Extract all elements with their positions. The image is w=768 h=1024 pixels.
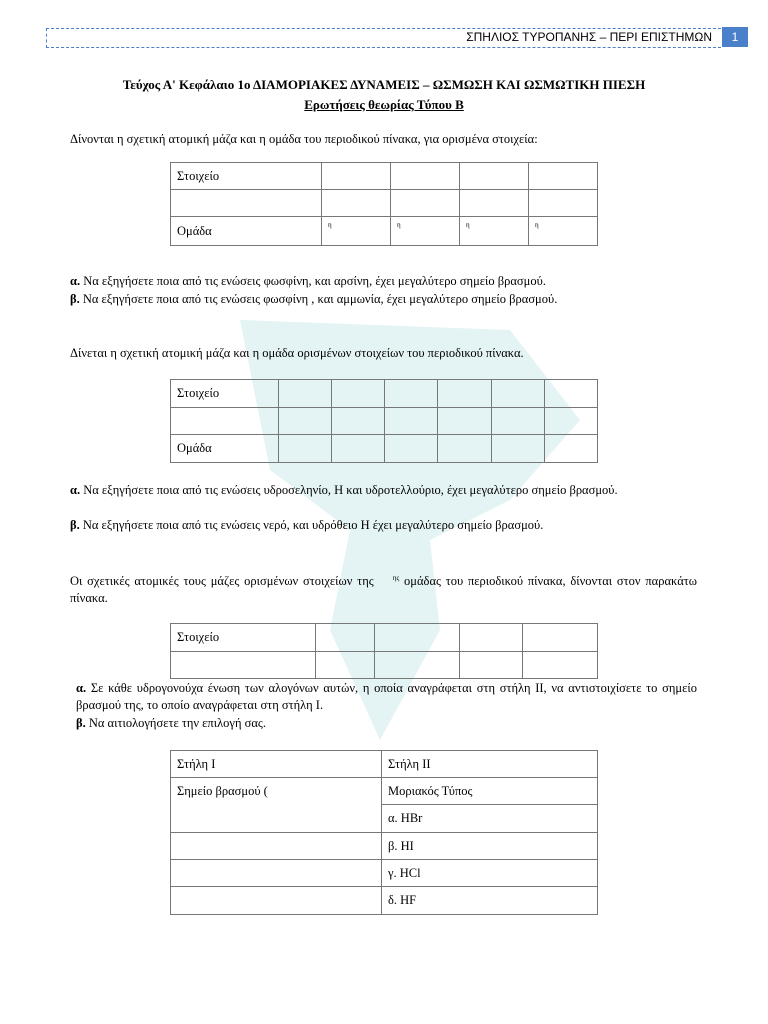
formula-header-cell: Μοριακός Τύπος — [382, 778, 598, 805]
q3-row-label: Στοιχείο — [171, 624, 316, 652]
boiling-point-cell: Σημείο βρασμού ( — [171, 778, 382, 833]
document-subtitle: Ερωτήσεις θεωρίας Τύπου Β — [304, 97, 464, 112]
q2-question-b: β. Να εξηγήσετε ποια από τις ενώσεις νερό, και υδρόθειο Η έχει μεγαλύτερο σημείο βρασμού. — [70, 518, 544, 532]
matching-table — [170, 750, 598, 915]
q2-table — [170, 379, 598, 463]
q3-question-b: β. Να αιτιολογήσετε την επιλογή σας. — [76, 716, 266, 730]
q2-question-a: α. Να εξηγήσετε ποια από τις ενώσεις υδροσεληνίο, Η και υδροτελλούριο, έχει μεγαλύτερο σημείο βρασμού. — [70, 483, 618, 497]
q3-table — [170, 623, 598, 679]
q1-row-label: Ομάδα — [171, 217, 322, 246]
q1-group-mark: η — [322, 217, 391, 246]
page-number: 1 — [722, 27, 748, 47]
formula-cell: δ. HF — [382, 887, 598, 915]
q1-table — [170, 162, 598, 246]
document-title: Τεύχος Α' Κεφάλαιο 1ο ΔΙΑΜΟΡΙΑΚΕΣ ΔΥΝΑΜΕΙΣ – ΩΣΜΩΣΗ ΚΑΙ ΩΣΜΩΤΙΚΗ ΠΙΕΣΗ — [122, 77, 646, 92]
formula-cell: β. HI — [382, 833, 598, 860]
q1-question-a: α. Να εξηγήσετε ποια από τις ενώσεις φωσφίνη, και αρσίνη, έχει μεγαλύτερο σημείο βρασμού. — [70, 274, 546, 288]
q1-group-mark: η — [391, 217, 460, 246]
q3-question-a: α. Σε κάθε υδρογονούχα ένωση των αλογόνων αυτών, η οποία αναγράφεται στη στήλη ΙΙ, να αντιστοιχίσετε το σημείο βρασμού της, το οποίο αναγράφεται στη στήλη Ι. — [76, 681, 697, 712]
formula-cell: α. HBr — [382, 805, 598, 833]
q3-intro: Οι σχετικές ατομικές τους μάζες ορισμένων στοιχείων της $^{\eta\varsigma}$ ομάδας του περιοδικού πίνακα, δίνονται στον παρακάτω πίνακα. — [70, 574, 697, 606]
q1-group-mark: η — [529, 217, 598, 246]
q1-question-b: β. Να εξηγήσετε ποια από τις ενώσεις φωσφίνη , και αμμωνία, έχει μεγαλύτερο σημείο βρασμού. — [70, 292, 558, 306]
q1-intro: Δίνονται η σχετική ατομική μάζα και η ομάδα του περιοδικού πίνακα, για ορισμένα στοιχεία: — [70, 132, 538, 146]
q1-row-label: Στοιχείο — [171, 163, 322, 190]
q2-row-label: Ομάδα — [171, 435, 279, 463]
q2-intro: Δίνεται η σχετική ατομική μάζα και η ομάδα ορισμένων στοιχείων του περιοδικού πίνακα. — [70, 346, 524, 360]
q1-group-mark: η — [460, 217, 529, 246]
formula-cell: γ. HCl — [382, 860, 598, 887]
column-header: Στήλη Ι — [171, 751, 382, 778]
q2-row-label: Στοιχείο — [171, 380, 279, 408]
column-header: Στήλη ΙΙ — [382, 751, 598, 778]
header-title: ΣΠΗΛΙΟΣ ΤΥΡΟΠΑΝΗΣ – ΠΕΡΙ ΕΠΙΣΤΗΜΩΝ — [466, 30, 712, 44]
